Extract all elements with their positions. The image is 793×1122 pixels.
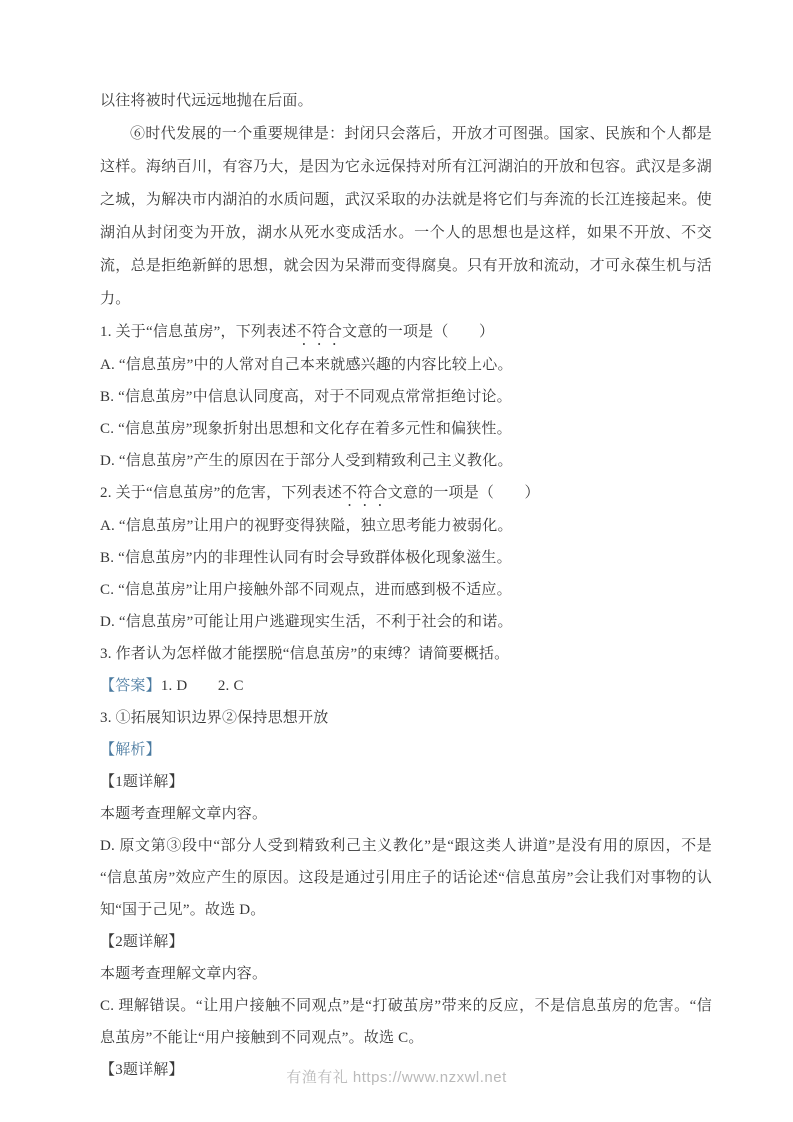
site-watermark: 有渔有礼 https://www.nzxwl.net xyxy=(286,1069,507,1086)
question-2-option-c: C. “信息茧房”让用户接触外部不同观点，进而感到极不适应。 xyxy=(100,582,512,598)
passage-paragraph-6: ⑥时代发展的一个重要规律是：封闭只会落后，开放才可图强。国家、民族和个人都是这样。海纳百川，有容乃大，是因为它永远保持对所有江河湖泊的开放和包容。武汉是多湖之城，为解决市内湖泊的水质问题，武汉采取的办法就是将它们与奔流的长江连接起来。使湖泊从封闭变为开放，湖水从死水变成活水。一个人的思想也是这样，如果不开放、不交流，总是拒绝新鲜的思想，就会因为呆滞而变得腐臭。只有开放和流动，才可永葆生机与活力。 xyxy=(100,126,712,307)
question-3-stem: 3. 作者认为怎样做才能摆脱“信息茧房”的束缚？请简要概括。 xyxy=(100,646,510,662)
answer-line-3: 3. ①拓展知识边界②保持思想开放 xyxy=(100,710,329,726)
question-2-option-d: D. “信息茧房”可能让用户逃避现实生活，不利于社会的和诺。 xyxy=(100,614,513,630)
question-1-option-b: B. “信息茧房”中信息认同度高，对于不同观点常常拒绝讨论。 xyxy=(100,389,512,405)
answer-line xyxy=(100,670,712,702)
analysis-q1-heading: 【1题详解】 xyxy=(100,774,184,790)
question-2-stem-post: 文意的一项是（ ） xyxy=(387,485,540,501)
analysis-q1-intro: 本题考查理解文章内容。 xyxy=(100,806,268,822)
answer-label: 【答案】 xyxy=(100,678,161,694)
question-1-option-d: D. “信息茧房”产生的原因在于部分人受到精致利己主义教化。 xyxy=(100,453,513,469)
question-2-option-b: B. “信息茧房”内的非理性认同有时会导致群体极化现象滋生。 xyxy=(100,550,512,566)
analysis-q2-intro: 本题考查理解文章内容。 xyxy=(100,966,268,982)
question-1-option-a: A. “信息茧房”中的人常对自己本来就感兴趣的内容比较上心。 xyxy=(100,357,513,373)
question-1-option-c: C. “信息茧房”现象折射出思想和文化存在着多元性和偏狭性。 xyxy=(100,421,512,437)
analysis-q2-heading: 【2题详解】 xyxy=(100,934,184,950)
document-content xyxy=(100,84,712,1086)
question-1-stem-pre: 1. 关于“信息茧房”，下列表述 xyxy=(100,324,297,340)
question-1-stem-emphasis: 不符合 xyxy=(296,324,343,340)
analysis-q1-body: D. 原文第③段中“部分人受到精致利己主义教化”是“跟这类人讲道”是没有用的原因，不是“信息茧房”效应产生的原因。这段是通过引用庄子的话论述“信息茧房”会让我们对事物的认知“国于己见”。故选 D。 xyxy=(100,838,712,918)
question-2-option-a: A. “信息茧房”让用户的视野变得狭隘，独立思考能力被弱化。 xyxy=(100,518,513,534)
question-2-stem-pre: 2. 关于“信息茧房”的危害，下列表述 xyxy=(100,485,343,501)
question-1-stem-post: 文意的一项是（ ） xyxy=(342,324,495,340)
question-1-stem xyxy=(100,316,712,349)
analysis-label: 【解析】 xyxy=(100,742,161,758)
analysis-q2-body: C. 理解错误。“让用户接触不同观点”是“打破茧房”带来的反应，不是信息茧房的危害。“信息茧房”不能让“用户接触到不同观点”。故选 C。 xyxy=(100,998,712,1046)
question-2-stem xyxy=(100,477,712,510)
question-2-stem-emphasis: 不符合 xyxy=(342,485,388,501)
answer-values: 1. D 2. C xyxy=(160,678,244,694)
passage-continuation-line: 以往将被时代远远地抛在后面。 xyxy=(100,93,313,109)
analysis-q3-heading: 【3题详解】 xyxy=(100,1062,184,1078)
